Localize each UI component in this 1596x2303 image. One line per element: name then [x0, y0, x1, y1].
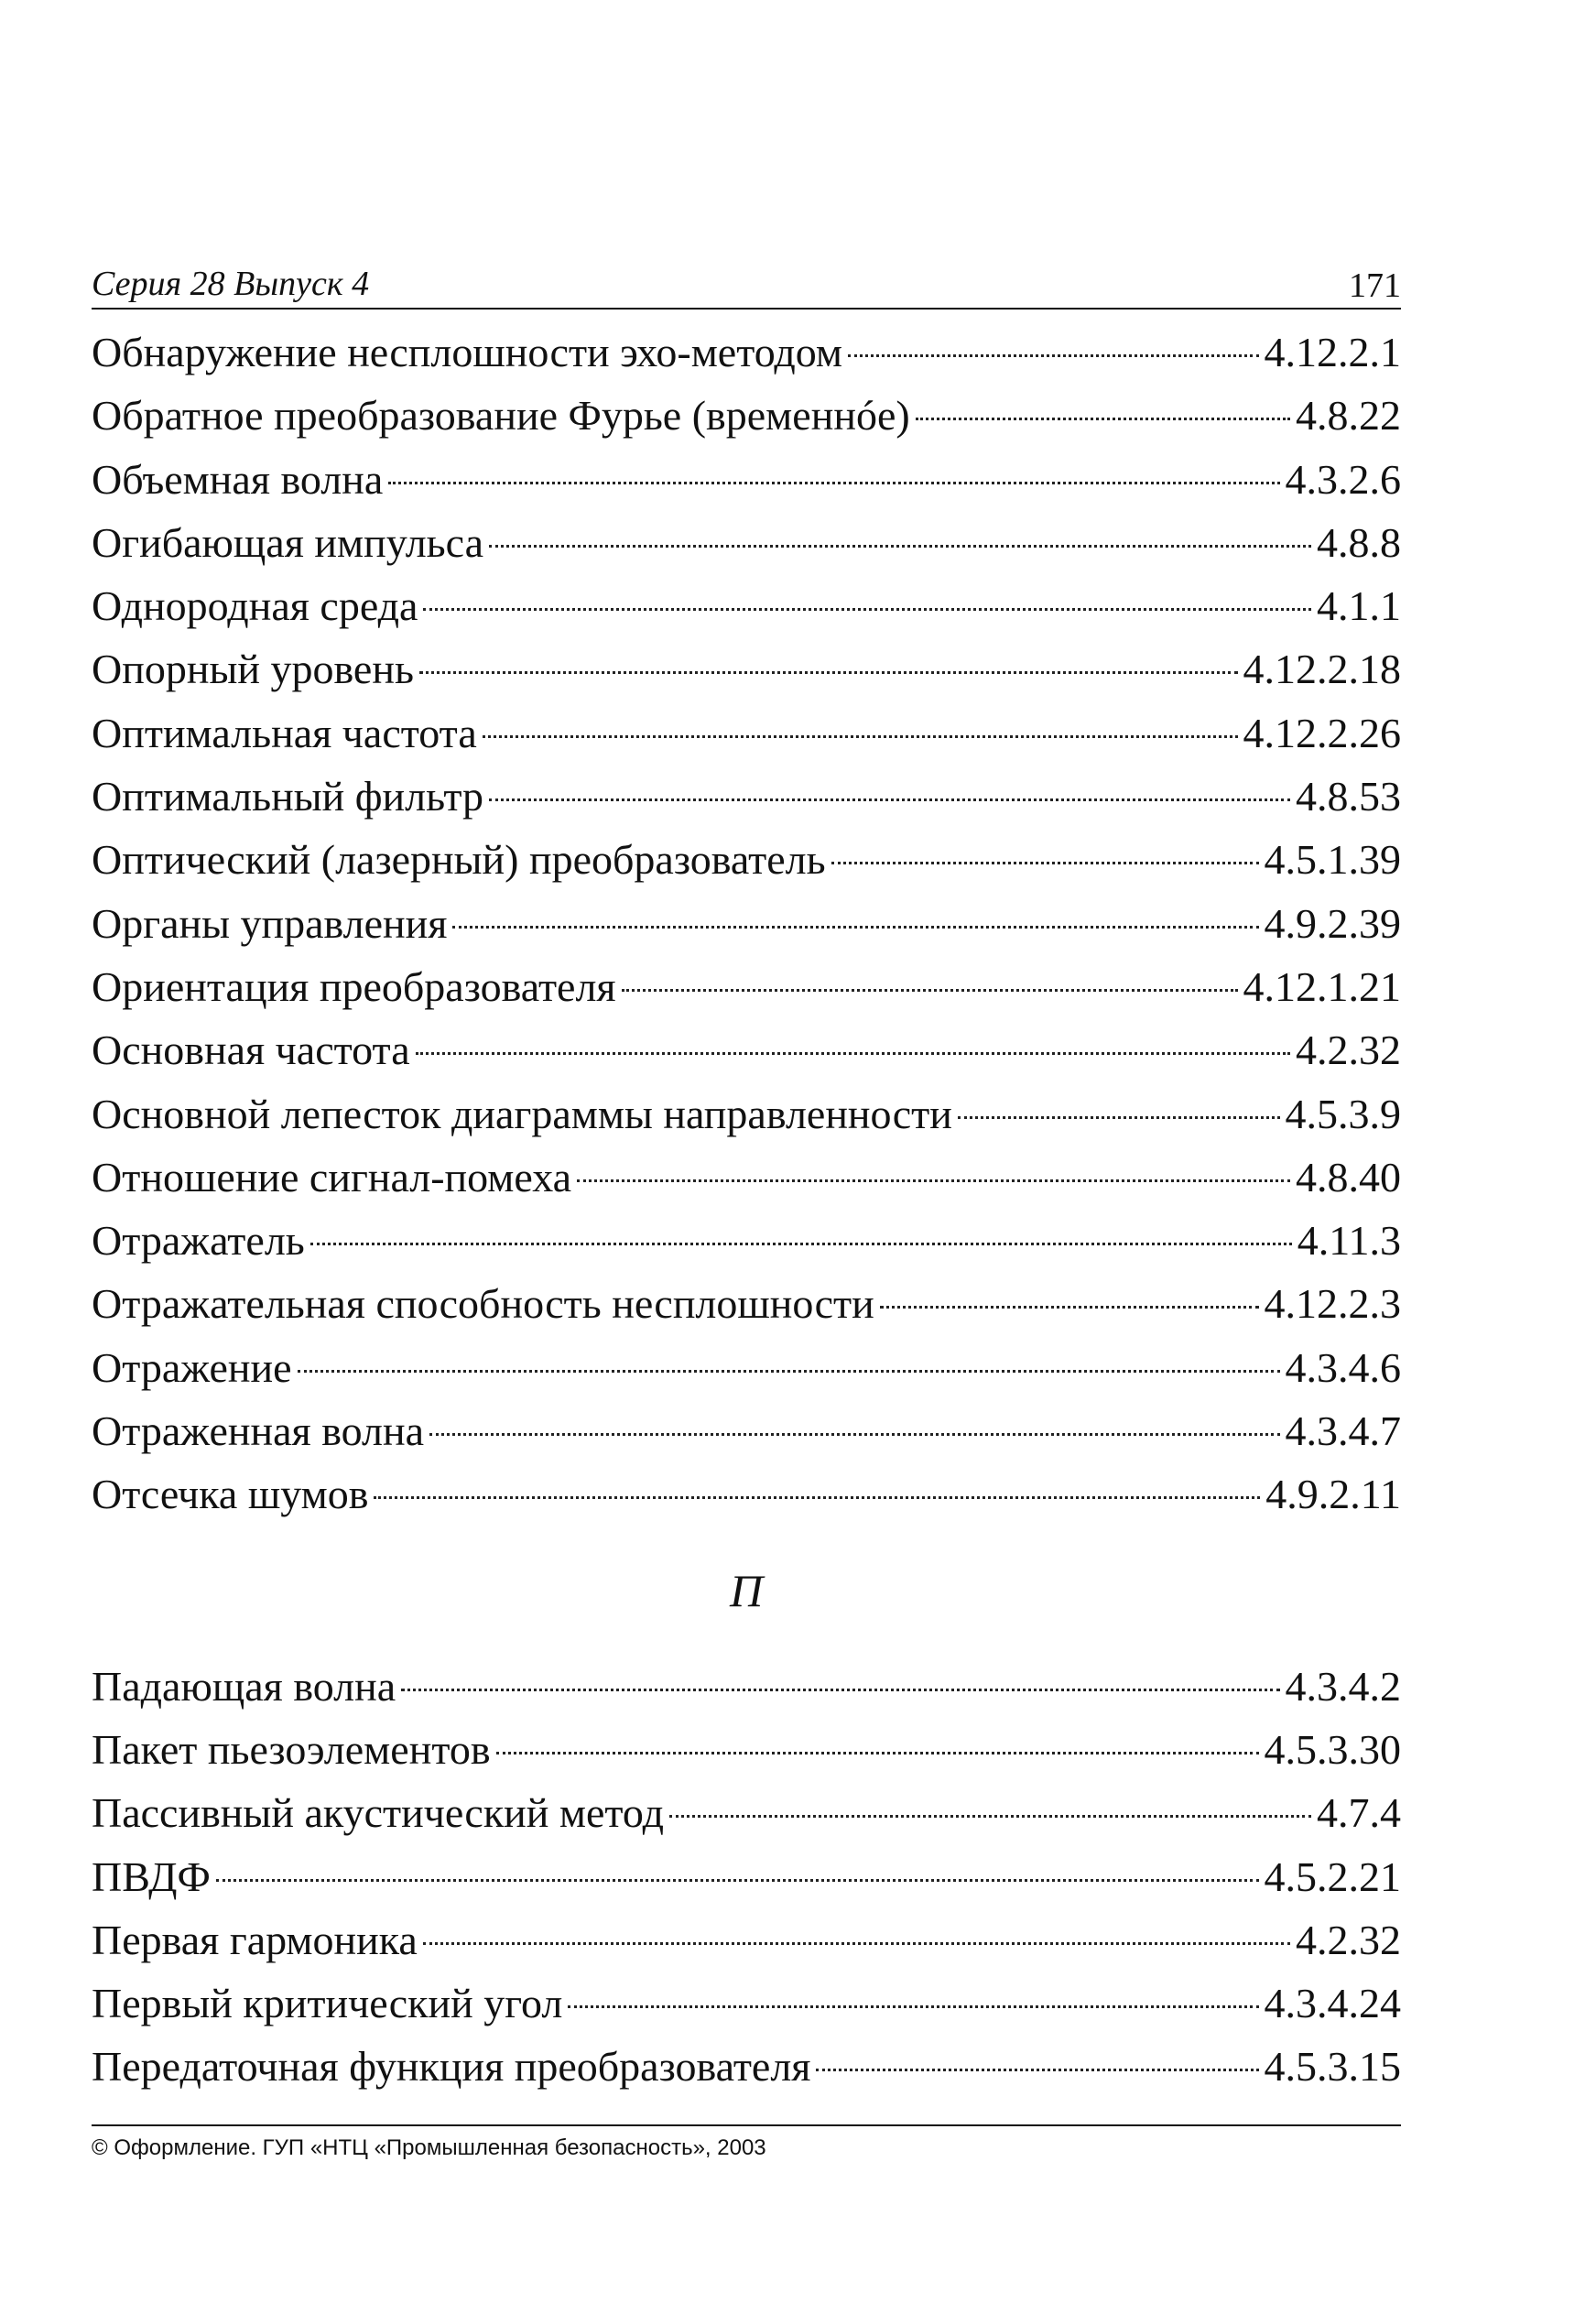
index-entry: [92, 320, 1401, 384]
dot-leader: [452, 926, 1258, 929]
index-entry: [92, 701, 1401, 765]
dot-leader: [568, 2005, 1258, 2008]
index-ref: 4.2.32: [1296, 1027, 1401, 1074]
index-term: Обнаружение несплошности эхо-методом: [92, 329, 843, 375]
index-term: Отношение сигнал-помеха: [92, 1153, 572, 1200]
index-ref: 4.2.32: [1296, 1916, 1401, 1963]
index-ref: 4.12.1.21: [1243, 962, 1401, 1010]
index-entry: [92, 892, 1401, 955]
index-ref: 4.12.2.3: [1264, 1280, 1401, 1328]
index-term: Падающая волна: [92, 1662, 396, 1710]
index-entry: [92, 1146, 1401, 1209]
dot-leader: [310, 1243, 1292, 1245]
dot-leader: [577, 1179, 1290, 1182]
dot-leader: [429, 1433, 1280, 1436]
page-header: [92, 256, 1401, 310]
index-term: Органы управления: [92, 899, 448, 947]
dot-leader: [880, 1306, 1259, 1309]
index-entry: [92, 1908, 1401, 1972]
dot-leader: [622, 989, 1238, 992]
index-entry: [92, 384, 1401, 447]
index-ref: 4.5.1.39: [1264, 836, 1401, 884]
index-ref: 4.3.4.6: [1285, 1343, 1401, 1391]
index-entry: [92, 2035, 1401, 2098]
dot-leader: [423, 1942, 1290, 1945]
dot-leader: [216, 1879, 1259, 1882]
index-ref: 4.12.2.26: [1243, 709, 1401, 756]
index-term: Оптимальная частота: [92, 709, 477, 756]
index-ref: 4.3.4.7: [1285, 1407, 1401, 1455]
index-ref: 4.5.3.9: [1285, 1090, 1401, 1137]
index-entry: [92, 1082, 1401, 1146]
index-entry: [92, 637, 1401, 701]
page-number: 171: [1349, 266, 1401, 305]
index-entry: [92, 574, 1401, 637]
index-term: Оптический (лазерный) преобразователь: [92, 836, 826, 884]
index-ref: 4.8.8: [1317, 518, 1401, 566]
index-ref: 4.9.2.39: [1264, 899, 1401, 947]
index-entry: [92, 1845, 1401, 1908]
index-entry: [92, 1718, 1401, 1781]
index-ref: 4.11.3: [1297, 1217, 1401, 1265]
index-term: Отраженная волна: [92, 1407, 424, 1455]
index-entry: [92, 1336, 1401, 1399]
index-ref: 4.3.2.6: [1285, 455, 1401, 503]
index-term: Обратное преобразование Фурье (временнóе): [92, 392, 910, 440]
index-entry: [92, 1655, 1401, 1718]
index-ref: 4.5.2.21: [1264, 1852, 1401, 1900]
dot-leader: [816, 2069, 1258, 2071]
dot-leader: [374, 1496, 1260, 1499]
dot-leader: [958, 1116, 1280, 1119]
index-term: Первый критический угол: [92, 1980, 563, 2027]
index-ref: 4.5.3.15: [1264, 2043, 1401, 2091]
index-entry: [92, 448, 1401, 511]
dot-leader: [496, 1752, 1259, 1754]
index-entry: [92, 765, 1401, 828]
dot-leader: [848, 354, 1258, 357]
index-ref: 4.5.3.30: [1264, 1725, 1401, 1773]
index-entry: [92, 1781, 1401, 1844]
index-ref: 4.12.2.18: [1243, 646, 1401, 693]
section-letter-p: П: [729, 1564, 764, 1616]
index-entry: [92, 1399, 1401, 1462]
index-entry: [92, 828, 1401, 891]
index-term: Однородная среда: [92, 582, 418, 630]
index-term: Отражение: [92, 1343, 292, 1391]
index-term: Отсечка шумов: [92, 1471, 369, 1518]
index-entry: [92, 1209, 1401, 1272]
dot-leader: [401, 1689, 1279, 1691]
index-ref: 4.3.4.24: [1264, 1980, 1401, 2027]
dot-leader: [669, 1815, 1311, 1818]
dot-leader: [298, 1370, 1280, 1373]
index-term: Основная частота: [92, 1027, 410, 1074]
index-ref: 4.3.4.2: [1285, 1662, 1401, 1710]
index-term: Отражательная способность несплошности: [92, 1280, 874, 1328]
index-entry: [92, 1972, 1401, 2035]
index-ref: 4.1.1: [1317, 582, 1401, 630]
index-ref: 4.9.2.11: [1265, 1471, 1401, 1518]
dot-leader: [423, 608, 1311, 611]
index-entry: [92, 1018, 1401, 1081]
index-entry: [92, 1462, 1401, 1526]
page-footer: [92, 2124, 1401, 2161]
index-term: Оптимальный фильтр: [92, 773, 484, 820]
index-list: [92, 320, 1401, 2099]
index-term: Объемная волна: [92, 455, 384, 503]
index-term: Огибающая импульса: [92, 518, 484, 566]
index-term: Опорный уровень: [92, 646, 414, 693]
index-term: Основной лепесток диаграммы направленности: [92, 1090, 952, 1137]
dot-leader: [489, 545, 1311, 548]
copyright-text: © Оформление. ГУП «НТЦ «Промышленная безопасность», 2003: [92, 2135, 766, 2160]
dot-leader: [916, 418, 1290, 420]
index-entry: [92, 1272, 1401, 1335]
index-ref: 4.12.2.1: [1264, 329, 1401, 375]
dot-leader: [483, 735, 1238, 738]
index-term: Ориентация преобразователя: [92, 962, 616, 1010]
index-term: ПВДФ: [92, 1852, 211, 1900]
dot-leader: [416, 1052, 1290, 1055]
index-term: Первая гармоника: [92, 1916, 418, 1963]
index-term: Пассивный акустический метод: [92, 1789, 664, 1837]
index-ref: 4.7.4: [1317, 1789, 1401, 1837]
index-term: Передаточная функция преобразователя: [92, 2043, 811, 2091]
dot-leader: [388, 482, 1279, 484]
dot-leader: [489, 798, 1290, 801]
dot-leader: [419, 671, 1238, 674]
index-entry: [92, 511, 1401, 574]
index-term: Пакет пьезоэлементов: [92, 1725, 491, 1773]
index-entry: [92, 955, 1401, 1018]
index-term: Отражатель: [92, 1217, 305, 1265]
dot-leader: [831, 862, 1259, 864]
index-ref: 4.8.53: [1296, 773, 1401, 820]
index-ref: 4.8.22: [1296, 392, 1401, 440]
index-ref: 4.8.40: [1296, 1153, 1401, 1200]
series-title: Серия 28 Выпуск 4: [92, 265, 370, 303]
